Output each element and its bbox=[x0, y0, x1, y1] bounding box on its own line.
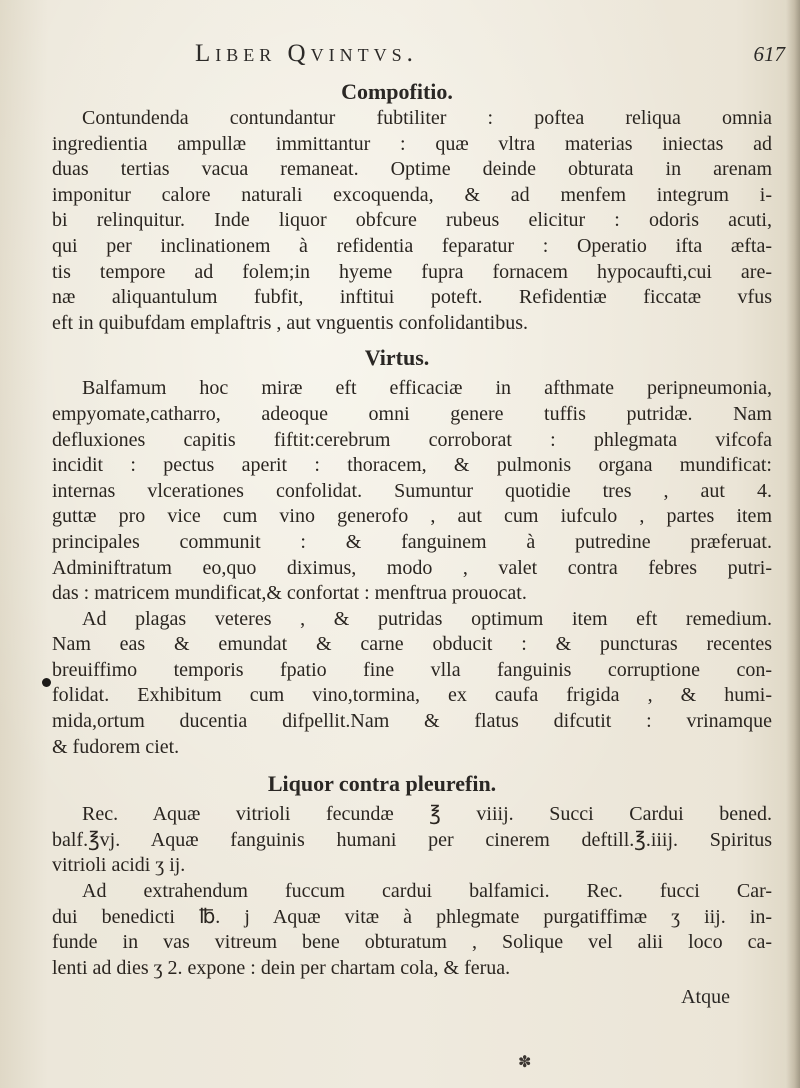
text-line: imponitur calore naturali excoquenda, & ad menfem integrum i- bbox=[52, 183, 772, 206]
folio-number: 617 bbox=[753, 42, 785, 66]
heading-virtus: Virtus. bbox=[364, 345, 430, 371]
text-line: balf.℥vj. Aquæ fanguinis humani per cinerem deftill.℥.iiij. Spiritus bbox=[52, 828, 772, 851]
text-line: funde in vas vitreum bene obturatum , Solique vel alii loco ca- bbox=[52, 931, 772, 954]
signature-mark-icon: ✽ bbox=[518, 1054, 532, 1071]
text-line: Contundenda contundantur fubtiliter : poftea reliqua omnia bbox=[82, 107, 772, 129]
text-line: Ad plagas veteres , & putridas optimum item eft remedium. bbox=[82, 607, 772, 630]
paragraph-virtus-2 bbox=[52, 607, 772, 761]
text-line: duas tertias vacua remaneat. Optime deinde obturata in arenam bbox=[52, 158, 772, 181]
text-line: qui per inclinationem à refidentia feparatur : Operatio ifta æfta- bbox=[52, 234, 772, 257]
text-line: bi relinquitur. Inde liquor obfcure rubeus elicitur : odoris acuti, bbox=[52, 209, 772, 232]
text-line: tis tempore ad folem;in hyeme fupra fornacem hypocaufti,cui are- bbox=[52, 260, 772, 283]
heading-liquor: Liquor contra pleurefin. bbox=[267, 771, 497, 797]
text-line: guttæ pro vice cum vino generofo , aut cum iufculo , partes item bbox=[52, 505, 772, 528]
text-line: Nam eas & emundat & carne obducit : & puncturas recentes bbox=[52, 633, 772, 656]
text-line: Ad extrahendum fuccum cardui balfamici. Rec. fucci Car- bbox=[82, 880, 772, 903]
text-line: ingredientia ampullæ immittantur : quæ vltra materias iniectas ad bbox=[52, 132, 772, 155]
text-line: principales communit : & fanguinem à putredine præferuat. bbox=[52, 530, 772, 553]
text-line: dui benedicti ℔. j Aquæ vitæ à phlegmate purgatiffimæ ʒ iij. in- bbox=[52, 905, 772, 928]
text-line: empyomate,catharro, adeoque omni genere tuffis putridæ. Nam bbox=[52, 402, 772, 425]
page-header bbox=[195, 40, 785, 72]
paragraph-liquor-2 bbox=[52, 879, 772, 981]
heading-compositio: Compofitio. bbox=[341, 79, 453, 104]
paragraph-liquor-1 bbox=[52, 802, 772, 879]
text-line: mida,ortum ducentia difpellit.Nam & flatus difcutit : vrinamque bbox=[52, 710, 772, 733]
text-line: Adminiftratum eo,quo diximus, modo , valet contra febres putri- bbox=[52, 556, 772, 579]
text-line: Rec. Aquæ vitrioli fecundæ ℥ viiij. Succi Cardui bened. bbox=[82, 803, 772, 826]
text-line: lenti ad dies ʒ 2. expone : dein per chartam cola, & ferua. bbox=[52, 956, 511, 979]
catchword: Atque bbox=[681, 986, 730, 1008]
text-line: næ aliquantulum fubfit, inftitui poteft. Refidentiæ ficcatæ vfus bbox=[52, 286, 772, 309]
text-line: breuiffimo temporis fpatio fine vlla fanguinis corruptione con- bbox=[52, 658, 772, 681]
running-title: Liber Qvintvs. bbox=[195, 40, 418, 67]
text-line: vitrioli acidi ʒ ij. bbox=[52, 854, 186, 877]
text-line: das : matricem mundificat,& confortat : menftrua prouocat. bbox=[52, 582, 527, 605]
text-line: eft in quibufdam emplaftris , aut vnguentis confolidantibus. bbox=[52, 311, 529, 334]
text-line: & fudorem ciet. bbox=[52, 735, 180, 758]
page-edge-shadow bbox=[786, 0, 800, 1088]
paragraph-compositio bbox=[52, 106, 772, 336]
paragraph-virtus-1 bbox=[52, 376, 772, 606]
text-line: incidit : pectus aperit : thoracem, & pulmonis organa mundificat: bbox=[52, 454, 772, 477]
text-line: Balfamum hoc miræ eft efficaciæ in afthmate peripneumonia, bbox=[82, 377, 772, 400]
text-block bbox=[52, 78, 772, 981]
text-line: internas vlcerationes confolidat. Sumuntur quotidie tres , aut 4. bbox=[52, 479, 772, 502]
text-line: defluxiones capitis fiftit:cerebrum corroborat : phlegmata vifcofa bbox=[52, 428, 772, 451]
ink-blot bbox=[42, 678, 51, 687]
text-line: folidat. Exhibitum cum vino,tormina, ex caufa frigida , & humi- bbox=[52, 684, 772, 707]
